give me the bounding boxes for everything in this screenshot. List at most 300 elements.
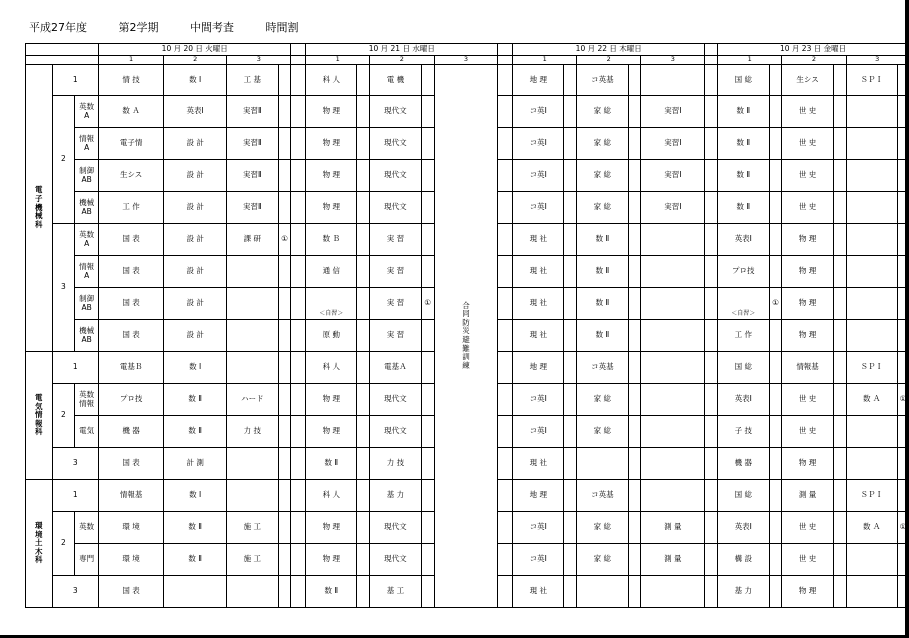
mark-cell bbox=[769, 320, 782, 352]
separator-cell bbox=[498, 352, 513, 384]
mark-cell bbox=[564, 512, 577, 544]
subject-cell bbox=[164, 128, 227, 160]
subject-cell bbox=[846, 352, 897, 384]
subject-cell bbox=[577, 384, 628, 416]
subject-cell bbox=[846, 288, 897, 320]
course-cell bbox=[75, 512, 99, 544]
subject-cell bbox=[577, 160, 628, 192]
mark-cell bbox=[421, 416, 434, 448]
subject-cell bbox=[846, 512, 897, 544]
separator-cell bbox=[705, 320, 718, 352]
period-header: 2 bbox=[577, 56, 641, 65]
subject-text: 科 人 bbox=[322, 362, 340, 372]
subject-cell bbox=[306, 160, 357, 192]
subject-cell bbox=[718, 192, 769, 224]
subject-text: コ英Ⅰ bbox=[529, 426, 547, 436]
subject-text: 現代文 bbox=[384, 554, 407, 564]
subject-cell bbox=[370, 96, 421, 128]
subject-cell bbox=[227, 160, 278, 192]
mark-cell bbox=[833, 65, 846, 96]
course-line: AB bbox=[81, 206, 92, 216]
subject-text: 実習Ⅰ bbox=[664, 202, 682, 212]
subject-text: 英表Ⅰ bbox=[734, 394, 752, 404]
mark-cell bbox=[833, 416, 846, 448]
mark-cell bbox=[421, 224, 434, 256]
subject-text: 実 習 bbox=[386, 330, 405, 340]
subject-text: 科 人 bbox=[322, 490, 340, 500]
subject-cell bbox=[306, 480, 357, 512]
subject-text: 情報基 bbox=[119, 490, 143, 500]
subject-cell bbox=[227, 416, 278, 448]
subject-text: 家 総 bbox=[593, 394, 612, 404]
event-char: 訓 bbox=[462, 352, 470, 362]
subject-text: 現 社 bbox=[529, 458, 547, 468]
subject-text: 数 Ⅱ bbox=[595, 330, 610, 340]
course-cell bbox=[75, 160, 99, 192]
mark-cell bbox=[833, 448, 846, 480]
subject-text: 国 総 bbox=[734, 490, 752, 500]
mark-cell bbox=[897, 160, 908, 192]
course-cell bbox=[75, 416, 99, 448]
cell-wrap bbox=[306, 289, 356, 319]
course-line: 電気 bbox=[79, 426, 95, 436]
department-char: 科 bbox=[35, 555, 43, 565]
mark-cell bbox=[278, 128, 291, 160]
subject-text: 物 理 bbox=[798, 586, 817, 596]
mark-cell bbox=[769, 416, 782, 448]
subject-cell bbox=[370, 320, 421, 352]
department-char: 科 bbox=[35, 219, 43, 229]
course-line: 英数 bbox=[79, 101, 95, 111]
corner-cell bbox=[26, 44, 99, 56]
mark-cell bbox=[628, 480, 641, 512]
subject-cell bbox=[99, 384, 164, 416]
day-header: 10 月 20 日 火曜日 bbox=[99, 44, 291, 56]
subject-text: 数 Ⅱ bbox=[736, 106, 751, 116]
subject-cell bbox=[370, 224, 421, 256]
period-header-row bbox=[26, 56, 909, 65]
mark-cell: ① bbox=[897, 384, 908, 416]
mark-cell bbox=[833, 384, 846, 416]
separator-cell bbox=[498, 448, 513, 480]
mark-cell bbox=[564, 128, 577, 160]
subject-cell bbox=[227, 96, 278, 128]
subject-cell bbox=[227, 544, 278, 576]
subject-text: 家 総 bbox=[593, 522, 612, 532]
mark-cell bbox=[357, 512, 370, 544]
subject-cell bbox=[846, 192, 897, 224]
subject-text: 機 器 bbox=[734, 458, 752, 468]
subject-text: 現代文 bbox=[384, 426, 407, 436]
subject-cell bbox=[227, 576, 278, 608]
subject-cell bbox=[306, 128, 357, 160]
mark-cell bbox=[421, 160, 434, 192]
subject-text: 実習Ⅱ bbox=[243, 138, 262, 148]
mark-cell bbox=[357, 352, 370, 384]
subject-cell bbox=[577, 320, 628, 352]
mark-cell bbox=[833, 320, 846, 352]
mark-cell bbox=[421, 96, 434, 128]
mark-cell bbox=[564, 65, 577, 96]
subject-text: 設 計 bbox=[186, 170, 204, 180]
course-line: 英数 bbox=[79, 522, 95, 532]
subject-cell bbox=[164, 512, 227, 544]
mark-cell bbox=[628, 320, 641, 352]
period-header: 1 bbox=[99, 56, 164, 65]
subject-cell bbox=[513, 160, 564, 192]
mark-cell bbox=[357, 320, 370, 352]
self-study-note: ＜自習＞ bbox=[319, 309, 344, 317]
mark-cell bbox=[897, 128, 908, 160]
separator-cell bbox=[498, 44, 513, 56]
mark-cell bbox=[769, 96, 782, 128]
subject-text: コ英Ⅰ bbox=[529, 106, 547, 116]
subject-cell bbox=[306, 416, 357, 448]
subject-text: 現 社 bbox=[529, 330, 547, 340]
subject-cell bbox=[641, 480, 705, 512]
mark-cell bbox=[897, 448, 908, 480]
subject-text: 国 総 bbox=[734, 74, 752, 84]
separator-cell bbox=[705, 160, 718, 192]
subject-text: 生シス bbox=[796, 74, 819, 84]
subject-cell bbox=[846, 576, 897, 608]
mark-cell bbox=[421, 448, 434, 480]
subject-text: 工 作 bbox=[122, 202, 140, 212]
period-header: 1 bbox=[513, 56, 577, 65]
subject-cell bbox=[370, 192, 421, 224]
subject-cell bbox=[513, 480, 564, 512]
subject-text: 国 表 bbox=[122, 330, 140, 340]
department-char: 機 bbox=[35, 202, 43, 212]
subject-cell bbox=[99, 96, 164, 128]
mark-cell bbox=[897, 224, 908, 256]
mark-cell bbox=[897, 192, 908, 224]
separator-cell bbox=[291, 56, 306, 65]
subject-text: コ英基 bbox=[591, 362, 614, 372]
subject-cell bbox=[164, 160, 227, 192]
subject-text: 現代文 bbox=[384, 138, 407, 148]
mark-cell bbox=[769, 544, 782, 576]
subject-cell bbox=[306, 512, 357, 544]
mark-cell bbox=[357, 192, 370, 224]
course-cell bbox=[75, 544, 99, 576]
subject-text: 世 史 bbox=[798, 106, 817, 116]
grade-cell: 1 bbox=[52, 480, 98, 512]
day-header: 10 月 21 日 水曜日 bbox=[306, 44, 498, 56]
subject-text: 実習Ⅰ bbox=[664, 106, 682, 116]
mark-cell bbox=[278, 65, 291, 96]
subject-cell bbox=[718, 480, 769, 512]
subject-cell bbox=[306, 320, 357, 352]
mark-cell bbox=[628, 288, 641, 320]
subject-cell bbox=[164, 480, 227, 512]
mark-cell bbox=[564, 416, 577, 448]
subject-text: 数 Ⅱ bbox=[324, 458, 339, 468]
subject-cell bbox=[99, 352, 164, 384]
separator-cell bbox=[291, 160, 306, 192]
subject-text: 数 Ａ bbox=[122, 106, 140, 116]
subject-cell bbox=[227, 448, 278, 480]
subject-cell bbox=[641, 65, 705, 96]
subject-text: 電基Ａ bbox=[384, 362, 407, 372]
subject-cell bbox=[306, 96, 357, 128]
mark-cell bbox=[897, 480, 908, 512]
course-line: 英数 bbox=[79, 389, 95, 399]
subject-cell bbox=[513, 352, 564, 384]
course-line: A bbox=[84, 270, 90, 280]
subject-cell bbox=[718, 320, 769, 352]
mark-cell bbox=[357, 160, 370, 192]
subject-text: 家 総 bbox=[593, 426, 612, 436]
event-char: 防 bbox=[462, 317, 470, 327]
mark-cell bbox=[357, 65, 370, 96]
course-cell bbox=[75, 320, 99, 352]
mark-cell bbox=[278, 192, 291, 224]
period-header: 2 bbox=[370, 56, 434, 65]
mark-cell bbox=[421, 128, 434, 160]
separator-cell bbox=[705, 128, 718, 160]
day-header: 10 月 22 日 木曜日 bbox=[513, 44, 705, 56]
separator-cell bbox=[291, 288, 306, 320]
department-name bbox=[26, 65, 53, 352]
subject-cell bbox=[99, 256, 164, 288]
course-line: 英数 bbox=[79, 229, 95, 239]
separator-cell bbox=[498, 192, 513, 224]
subject-cell bbox=[641, 224, 705, 256]
separator-cell bbox=[498, 288, 513, 320]
subject-cell bbox=[577, 352, 628, 384]
separator-cell bbox=[291, 128, 306, 160]
course-line: 情報 bbox=[79, 261, 95, 271]
department-char: 電 bbox=[35, 392, 43, 402]
mark-cell bbox=[564, 256, 577, 288]
subject-text: 世 史 bbox=[798, 426, 817, 436]
subject-cell bbox=[513, 224, 564, 256]
separator-cell bbox=[498, 576, 513, 608]
subject-cell bbox=[782, 320, 833, 352]
subject-text: 数 Ⅰ bbox=[189, 74, 202, 84]
subject-text: 現 社 bbox=[529, 266, 547, 276]
subject-cell bbox=[846, 160, 897, 192]
subject-cell bbox=[164, 416, 227, 448]
subject-cell bbox=[306, 192, 357, 224]
subject-cell bbox=[370, 65, 421, 96]
mark-cell bbox=[833, 288, 846, 320]
department-char: 科 bbox=[35, 427, 43, 437]
subject-cell bbox=[782, 384, 833, 416]
subject-text: 数 Ⅱ bbox=[736, 202, 751, 212]
subject-text: 物 理 bbox=[322, 426, 340, 436]
subject-cell bbox=[513, 192, 564, 224]
separator-cell bbox=[705, 448, 718, 480]
subject-cell bbox=[99, 160, 164, 192]
subject-cell bbox=[513, 65, 564, 96]
title-term: 第2学期 bbox=[118, 21, 159, 34]
subject-cell bbox=[370, 544, 421, 576]
mark-cell bbox=[278, 96, 291, 128]
subject-cell bbox=[306, 352, 357, 384]
grade-cell: 1 bbox=[52, 352, 98, 384]
course-line: AB bbox=[81, 302, 92, 312]
subject-cell bbox=[782, 544, 833, 576]
subject-cell bbox=[846, 384, 897, 416]
subject-text: 原 動 bbox=[322, 330, 340, 340]
table-row bbox=[26, 65, 909, 96]
subject-text: 国 表 bbox=[122, 586, 140, 596]
subject-cell bbox=[513, 448, 564, 480]
subject-cell bbox=[306, 256, 357, 288]
course-cell bbox=[75, 384, 99, 416]
subject-cell bbox=[718, 448, 769, 480]
subject-text: 構 設 bbox=[734, 554, 752, 564]
period-header: 1 bbox=[718, 56, 782, 65]
separator-cell bbox=[291, 576, 306, 608]
subject-cell bbox=[782, 256, 833, 288]
mark-cell bbox=[564, 448, 577, 480]
period-header: 2 bbox=[164, 56, 227, 65]
subject-text: 環 境 bbox=[122, 522, 140, 532]
subject-text: 現代文 bbox=[384, 394, 407, 404]
subject-text: 基 力 bbox=[386, 490, 405, 500]
subject-text: 国 総 bbox=[734, 362, 752, 372]
subject-cell bbox=[227, 480, 278, 512]
mark-cell bbox=[833, 352, 846, 384]
subject-cell bbox=[641, 256, 705, 288]
subject-cell bbox=[782, 576, 833, 608]
separator-cell bbox=[291, 44, 306, 56]
subject-cell bbox=[99, 128, 164, 160]
mark-cell bbox=[897, 544, 908, 576]
separator-cell bbox=[291, 352, 306, 384]
mark-cell bbox=[421, 256, 434, 288]
subject-cell bbox=[846, 256, 897, 288]
subject-text: 数 Ⅱ bbox=[595, 234, 610, 244]
mark-cell bbox=[833, 128, 846, 160]
mark-cell bbox=[421, 480, 434, 512]
mark-cell bbox=[421, 384, 434, 416]
subject-cell bbox=[577, 576, 628, 608]
subject-cell bbox=[513, 384, 564, 416]
subject-cell bbox=[227, 352, 278, 384]
subject-cell bbox=[577, 480, 628, 512]
mark-cell bbox=[357, 544, 370, 576]
subject-cell bbox=[641, 160, 705, 192]
separator-cell bbox=[498, 512, 513, 544]
subject-cell bbox=[164, 576, 227, 608]
mark-cell bbox=[278, 288, 291, 320]
mark-cell bbox=[628, 224, 641, 256]
grade-cell: 1 bbox=[52, 65, 98, 96]
subject-cell bbox=[306, 384, 357, 416]
mark-cell bbox=[897, 96, 908, 128]
subject-text: 物 理 bbox=[798, 298, 817, 308]
subject-text: 環 境 bbox=[122, 554, 140, 564]
mark-cell bbox=[833, 256, 846, 288]
subject-text: コ英Ⅰ bbox=[529, 522, 547, 532]
subject-text: 地 理 bbox=[529, 490, 547, 500]
subject-text: 現 社 bbox=[529, 298, 547, 308]
subject-cell bbox=[718, 160, 769, 192]
subject-cell bbox=[164, 288, 227, 320]
mark-cell bbox=[564, 352, 577, 384]
mark-cell bbox=[769, 128, 782, 160]
subject-cell bbox=[846, 96, 897, 128]
subject-text: プロ技 bbox=[119, 394, 143, 404]
mark-cell bbox=[833, 576, 846, 608]
department-char: 子 bbox=[35, 194, 43, 204]
subject-text: 実習Ⅰ bbox=[664, 138, 682, 148]
subject-cell bbox=[782, 65, 833, 96]
department-char: 気 bbox=[35, 401, 43, 411]
mark-cell bbox=[833, 544, 846, 576]
mark-cell bbox=[897, 65, 908, 96]
subject-text: 数 Ⅰ bbox=[189, 490, 202, 500]
subject-cell bbox=[641, 352, 705, 384]
mark-cell bbox=[628, 416, 641, 448]
subject-text: 数 Ｂ bbox=[322, 234, 340, 244]
mark-cell bbox=[769, 65, 782, 96]
subject-text: 数 Ⅱ bbox=[188, 554, 202, 564]
mark-cell bbox=[421, 576, 434, 608]
separator-cell bbox=[705, 224, 718, 256]
separator-cell bbox=[498, 416, 513, 448]
course-cell bbox=[75, 224, 99, 256]
separator-cell bbox=[498, 320, 513, 352]
mark-cell bbox=[628, 256, 641, 288]
subject-text: 数 Ⅱ bbox=[595, 266, 610, 276]
mark-cell bbox=[628, 544, 641, 576]
subject-text: 設 計 bbox=[186, 234, 204, 244]
subject-cell bbox=[164, 192, 227, 224]
course-cell bbox=[75, 96, 99, 128]
mark-cell bbox=[628, 384, 641, 416]
mark-cell bbox=[357, 448, 370, 480]
subject-text: 数 Ａ bbox=[863, 394, 881, 404]
mark-cell bbox=[564, 192, 577, 224]
mark-cell bbox=[628, 128, 641, 160]
subject-cell bbox=[846, 416, 897, 448]
subject-text: 物 理 bbox=[322, 522, 340, 532]
department-name bbox=[26, 352, 53, 480]
subject-text: 設 計 bbox=[186, 266, 204, 276]
mark-cell bbox=[278, 448, 291, 480]
mark-cell bbox=[897, 320, 908, 352]
subject-text: 実習Ⅱ bbox=[243, 106, 262, 116]
separator-cell bbox=[705, 480, 718, 512]
separator-cell bbox=[705, 192, 718, 224]
subject-cell bbox=[846, 128, 897, 160]
subject-cell bbox=[99, 512, 164, 544]
subject-cell bbox=[577, 416, 628, 448]
subject-text: 数 Ⅱ bbox=[595, 298, 610, 308]
subject-text: 家 総 bbox=[593, 202, 612, 212]
subject-text: 世 史 bbox=[798, 554, 817, 564]
subject-cell bbox=[641, 96, 705, 128]
subject-cell bbox=[227, 384, 278, 416]
subject-cell bbox=[164, 384, 227, 416]
course-line: 制御 bbox=[79, 293, 95, 303]
separator-cell bbox=[498, 544, 513, 576]
period-header: 3 bbox=[434, 56, 498, 65]
subject-text: 現 社 bbox=[529, 234, 547, 244]
separator-cell bbox=[291, 256, 306, 288]
subject-text: 科 人 bbox=[322, 74, 340, 84]
subject-text: 国 表 bbox=[122, 266, 140, 276]
mark-cell bbox=[278, 352, 291, 384]
subject-cell bbox=[370, 512, 421, 544]
subject-text: 現代文 bbox=[384, 522, 407, 532]
mark-cell bbox=[357, 224, 370, 256]
